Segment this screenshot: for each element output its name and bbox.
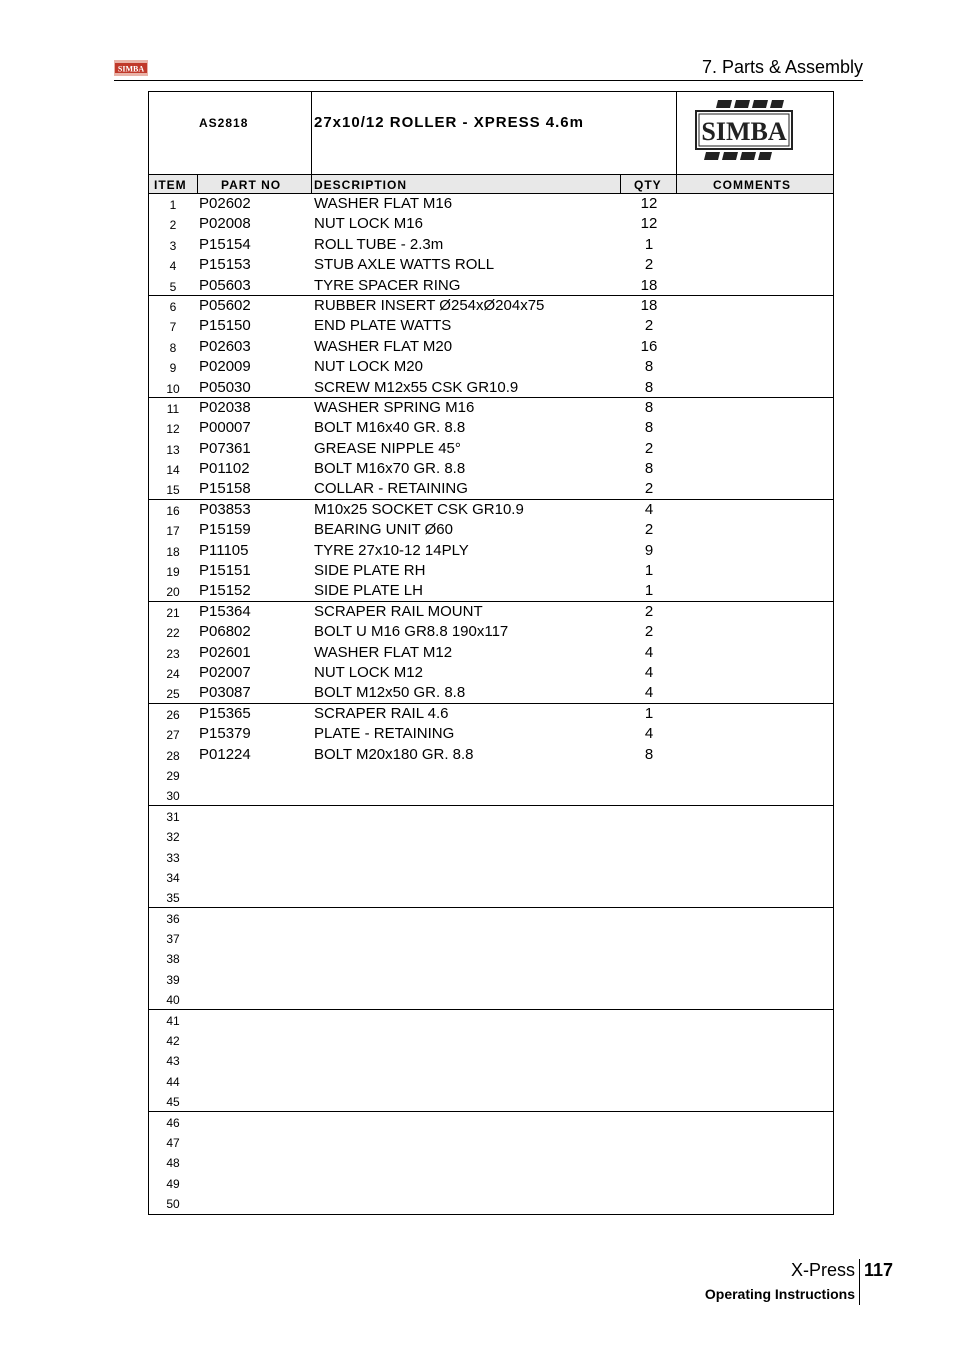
item-number: 15 (166, 483, 180, 498)
part-description: NUT LOCK M20 (314, 358, 423, 376)
part-description: GREASE NIPPLE 45° (314, 439, 461, 457)
table-row (149, 1173, 833, 1193)
part-description: WASHER SPRING M16 (314, 398, 475, 416)
column-header-qty: QTY (634, 178, 662, 192)
item-number: 11 (166, 401, 180, 416)
item-number: 35 (166, 891, 180, 906)
item-number: 21 (166, 605, 180, 620)
item-number: 30 (166, 789, 180, 804)
part-number: P03853 (199, 500, 251, 518)
column-header-comments: COMMENTS (713, 178, 791, 192)
table-row (149, 1112, 833, 1132)
quantity: 1 (644, 704, 654, 722)
item-number: 9 (169, 361, 177, 376)
part-number: P02602 (199, 195, 251, 212)
quantity: 1 (644, 562, 654, 580)
part-number: P02038 (199, 398, 251, 416)
table-row (149, 439, 833, 459)
quantity: 2 (644, 317, 654, 335)
item-number: 26 (166, 707, 180, 722)
simba-logo-small (114, 58, 148, 78)
quantity: 4 (644, 684, 654, 702)
part-description: END PLATE WATTS (314, 317, 452, 335)
item-number: 34 (166, 870, 180, 885)
item-number: 7 (169, 320, 177, 335)
table-row (149, 276, 833, 296)
header-rule (114, 80, 863, 81)
col-divider (197, 174, 198, 194)
item-number: 23 (166, 646, 180, 661)
quantity: 2 (644, 521, 654, 539)
table-row (149, 683, 833, 703)
item-number: 42 (166, 1034, 180, 1049)
part-number: P03087 (199, 684, 251, 702)
part-number: P15153 (199, 256, 251, 274)
table-row (149, 500, 833, 520)
item-number: 46 (166, 1115, 180, 1130)
item-number: 32 (166, 830, 180, 845)
part-number: P02007 (199, 663, 251, 681)
table-row (149, 785, 833, 805)
item-number: 3 (169, 238, 177, 253)
item-number: 20 (166, 585, 180, 600)
column-header-row (149, 174, 833, 194)
part-description: PLATE - RETAINING (314, 725, 455, 743)
item-number: 43 (166, 1054, 180, 1069)
quantity: 2 (644, 256, 654, 274)
part-number: P05603 (199, 276, 251, 294)
footer-subtitle: Operating Instructions (704, 1286, 855, 1302)
col-divider (311, 174, 312, 194)
quantity: 8 (644, 745, 654, 763)
title-divider (311, 92, 312, 174)
part-description: SCRAPER RAIL 4.6 (314, 704, 449, 722)
item-number: 47 (166, 1135, 180, 1150)
part-description: TYRE 27x10-12 14PLY (314, 541, 469, 559)
assembly-description: 27x10/12 ROLLER - XPRESS 4.6m (314, 114, 584, 131)
quantity: 2 (644, 439, 654, 457)
item-number: 41 (166, 1013, 180, 1028)
part-number: P11105 (199, 541, 249, 559)
table-row (149, 622, 833, 642)
item-number: 25 (166, 687, 180, 702)
table-row (149, 928, 833, 948)
quantity: 18 (640, 276, 658, 294)
part-description: BOLT M16x70 GR. 8.8 (314, 460, 466, 478)
table-row (149, 847, 833, 867)
column-header-part-no: PART NO (221, 178, 282, 192)
table-row (149, 908, 833, 928)
table-row (149, 887, 833, 907)
item-number: 16 (166, 503, 180, 518)
part-number: P15151 (199, 562, 251, 580)
item-number: 19 (166, 565, 180, 580)
part-description: ROLL TUBE - 2.3m (314, 235, 444, 253)
part-number: P15154 (199, 235, 251, 253)
quantity: 4 (644, 725, 654, 743)
table-row (149, 581, 833, 601)
table-row (149, 1030, 833, 1050)
table-row (149, 316, 833, 336)
quantity: 2 (644, 623, 654, 641)
part-number: P15364 (199, 602, 251, 620)
footer-rule (859, 1259, 860, 1305)
item-number: 6 (169, 299, 177, 314)
item-number: 31 (166, 809, 180, 824)
table-row (149, 969, 833, 989)
table-row (149, 1193, 833, 1213)
item-number: 29 (166, 768, 180, 783)
table-row (149, 1050, 833, 1070)
part-number: P15159 (199, 521, 251, 539)
part-description: BOLT U M16 GR8.8 190x117 (314, 623, 509, 641)
item-number: 12 (166, 422, 180, 437)
part-number: P15365 (199, 704, 251, 722)
item-number: 49 (166, 1176, 180, 1191)
table-row (149, 1152, 833, 1172)
part-description: COLLAR - RETAINING (314, 480, 468, 498)
part-number: P15152 (199, 582, 251, 600)
logo-text: SIMBA (701, 117, 787, 146)
item-number: 39 (166, 972, 180, 987)
col-divider (620, 174, 621, 194)
part-description: RUBBER INSERT Ø254xØ204x75 (314, 296, 545, 314)
part-description: SCRAPER RAIL MOUNT (314, 602, 483, 620)
table-row (149, 357, 833, 377)
quantity: 2 (644, 480, 654, 498)
item-number: 48 (166, 1156, 180, 1171)
table-row (149, 378, 833, 398)
part-number: P01102 (199, 460, 250, 478)
table-row (149, 724, 833, 744)
quantity: 8 (644, 460, 654, 478)
table-row (149, 948, 833, 968)
table-row (149, 867, 833, 887)
table-row (149, 255, 833, 275)
quantity: 4 (644, 663, 654, 681)
item-number: 50 (166, 1197, 180, 1212)
quantity: 2 (644, 602, 654, 620)
part-description: WASHER FLAT M20 (314, 337, 453, 355)
table-row (149, 296, 833, 316)
part-number: P07361 (199, 439, 251, 457)
part-number: P06802 (199, 623, 251, 641)
simba-logo (692, 98, 796, 162)
item-number: 14 (166, 463, 180, 478)
table-row (149, 459, 833, 479)
table-row (149, 765, 833, 785)
quantity: 12 (640, 195, 658, 212)
part-number: P15158 (199, 480, 251, 498)
part-description: BEARING UNIT Ø60 (314, 521, 453, 539)
item-number: 33 (166, 850, 180, 865)
part-number: P05602 (199, 296, 251, 314)
table-row (149, 398, 833, 418)
item-number: 24 (166, 666, 180, 681)
table-row (149, 643, 833, 663)
item-number: 5 (169, 279, 177, 294)
part-number: P05030 (199, 378, 251, 396)
quantity: 4 (644, 500, 654, 518)
table-row (149, 520, 833, 540)
quantity: 16 (640, 337, 658, 355)
part-description: BOLT M16x40 GR. 8.8 (314, 419, 466, 437)
part-number: P01224 (199, 745, 251, 763)
part-number: P00007 (199, 419, 251, 437)
part-description: SCREW M12x55 CSK GR10.9 (314, 378, 519, 396)
col-divider (676, 174, 677, 194)
title-divider (676, 92, 677, 174)
quantity: 8 (644, 358, 654, 376)
part-number: P02601 (199, 643, 251, 661)
item-number: 8 (169, 340, 177, 355)
table-row (149, 541, 833, 561)
item-number: 27 (166, 728, 180, 743)
parts-sheet (148, 91, 834, 1215)
table-row (149, 194, 833, 214)
item-number: 17 (166, 524, 180, 539)
item-number: 22 (166, 626, 180, 641)
item-number: 36 (166, 911, 180, 926)
quantity: 1 (644, 235, 654, 253)
item-number: 1 (169, 198, 177, 212)
quantity: 9 (644, 541, 654, 559)
part-description: BOLT M20x180 GR. 8.8 (314, 745, 474, 763)
item-number: 4 (169, 259, 177, 274)
part-description: M10x25 SOCKET CSK GR10.9 (314, 500, 524, 518)
column-header-description: DESCRIPTION (314, 178, 408, 192)
item-number: 44 (166, 1074, 180, 1089)
part-description: STUB AXLE WATTS ROLL (314, 256, 495, 274)
quantity: 1 (644, 582, 654, 600)
assembly-code: AS2818 (199, 116, 249, 130)
parts-list (149, 194, 833, 1214)
section-title: 7. Parts & Assembly (701, 57, 863, 77)
quantity: 8 (644, 378, 654, 396)
item-number: 13 (166, 442, 180, 457)
part-number: P15379 (199, 725, 251, 743)
part-number: P15150 (199, 317, 251, 335)
quantity: 4 (644, 643, 654, 661)
part-description: WASHER FLAT M12 (314, 643, 453, 661)
column-header-item: ITEM (154, 178, 187, 192)
part-description: BOLT M12x50 GR. 8.8 (314, 684, 466, 702)
part-description: WASHER FLAT M16 (314, 195, 453, 212)
item-number: 38 (166, 952, 180, 967)
small-logo-text: SIMBA (117, 64, 145, 74)
table-row (149, 806, 833, 826)
table-row (149, 1132, 833, 1152)
title-block (149, 92, 833, 174)
item-number: 2 (169, 218, 177, 233)
table-row (149, 561, 833, 581)
table-row (149, 1071, 833, 1091)
table-row (149, 826, 833, 846)
part-number: P02009 (199, 358, 251, 376)
table-row (149, 214, 833, 234)
part-number: P02603 (199, 337, 251, 355)
table-row (149, 745, 833, 765)
table-row (149, 418, 833, 438)
part-description: TYRE SPACER RING (314, 276, 461, 294)
page-number: 117 (864, 1260, 894, 1280)
quantity: 8 (644, 398, 654, 416)
part-description: SIDE PLATE LH (314, 582, 423, 600)
quantity: 18 (640, 296, 658, 314)
footer-product: X-Press (790, 1260, 855, 1280)
part-number: P02008 (199, 215, 251, 233)
table-row (149, 479, 833, 499)
item-number: 37 (166, 932, 180, 947)
part-description: SIDE PLATE RH (314, 562, 426, 580)
table-row (149, 989, 833, 1009)
table-row (149, 1010, 833, 1030)
table-row (149, 663, 833, 683)
item-number: 18 (166, 544, 180, 559)
table-row (149, 704, 833, 724)
item-number: 45 (166, 1095, 180, 1110)
table-row (149, 235, 833, 255)
table-row (149, 337, 833, 357)
part-description: NUT LOCK M12 (314, 663, 423, 681)
item-number: 28 (166, 748, 180, 763)
table-row (149, 602, 833, 622)
quantity: 8 (644, 419, 654, 437)
item-number: 10 (166, 381, 180, 396)
table-row (149, 1091, 833, 1111)
item-number: 40 (166, 993, 180, 1008)
quantity: 12 (640, 215, 658, 233)
part-description: NUT LOCK M16 (314, 215, 423, 233)
